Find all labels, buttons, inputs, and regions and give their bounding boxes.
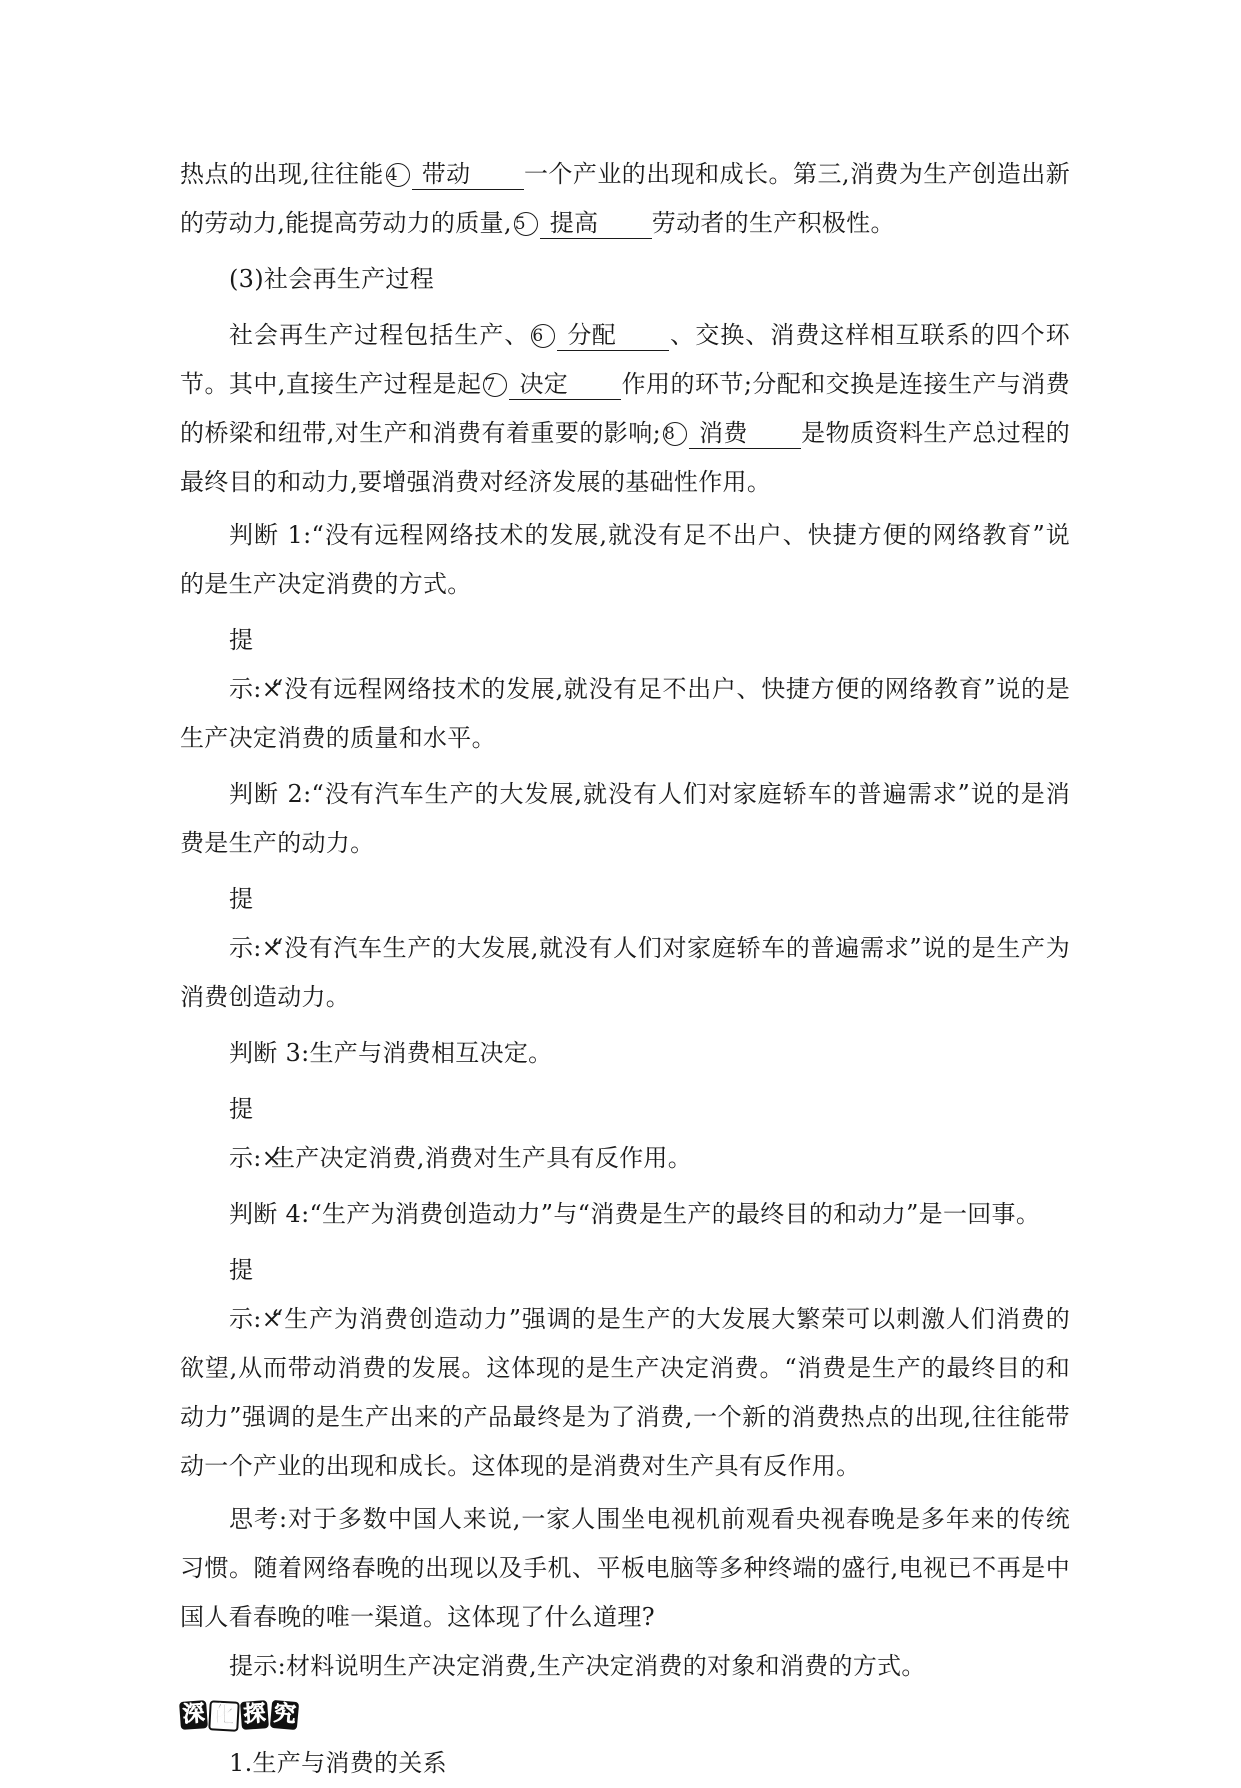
hint-4 bbox=[180, 1246, 1070, 1491]
hint-text: “没有远程网络技术的发展,就没有足不出户、快捷方便的网络教育”说的是生产决定消费的质量和水平。 bbox=[180, 675, 1070, 752]
judgment-4: 判断 4:“生产为消费创造动力”与“消费是生产的最终目的和动力”是一回事。 bbox=[229, 1200, 1041, 1228]
hint-text: “没有汽车生产的大发展,就没有人们对家庭轿车的普遍需求”说的是生产为消费创造动力。 bbox=[180, 934, 1070, 1011]
hint-label: 提示:× bbox=[229, 885, 283, 962]
fill-blank-8: 消费 bbox=[689, 418, 801, 449]
hint-label: 提示:× bbox=[229, 1256, 283, 1333]
text-run: 社会再生产过程包括生产、 bbox=[229, 321, 530, 349]
text-run: 是物质资料生产总过程的最终目的和动力,要增强消费对经济发展的基础性作用。 bbox=[180, 419, 1070, 496]
text-run: 作用的环节;分配和交换是连接生产与消费的桥梁和纽带,对生产和消费有着重要的影响; bbox=[180, 370, 1070, 447]
badge-char: 究 bbox=[269, 1700, 299, 1730]
hint-2 bbox=[180, 875, 1070, 1022]
hint-text: “生产为消费创造动力”强调的是生产的大发展大繁荣可以刺激人们消费的欲望,从而带动消费的发展。这体现的是生产决定消费。“消费是生产的最终目的和动力”强调的是生产出来的产品最终是为了消费,一个新的消费热点的出现,往往能带动一个产业的出现和成长。这体现的是消费对生产具有反作用。 bbox=[180, 1305, 1070, 1480]
think-hint: 提示:材料说明生产决定消费,生产决定消费的对象和消费的方式。 bbox=[229, 1652, 926, 1680]
hint-label: 提示:× bbox=[229, 1095, 283, 1172]
fill-blank-7: 决定 bbox=[509, 369, 621, 400]
hint-1 bbox=[180, 616, 1070, 763]
paragraph-social-reproduction bbox=[180, 311, 1070, 507]
document-body bbox=[180, 150, 1070, 1788]
text-run: 、交换、消费这样相互联系的四个环节。其中,直接生产过程是起 bbox=[180, 321, 1070, 398]
subheading-production-consumption: 1.生产与消费的关系 bbox=[229, 1749, 447, 1777]
judgment-2: 判断 2:“没有汽车生产的大发展,就没有人们对家庭轿车的普遍需求”说的是消费是生产的动力。 bbox=[180, 780, 1070, 857]
judgment-1: 判断 1:“没有远程网络技术的发展,就没有足不出户、快捷方便的网络教育”说的是生产决定消费的方式。 bbox=[180, 521, 1070, 598]
hint-label: 提示:× bbox=[229, 626, 283, 703]
fill-blank-6: 分配 bbox=[557, 320, 669, 351]
heading-social-reproduction: (3)社会再生产过程 bbox=[229, 265, 434, 293]
judgment-3: 判断 3:生产与消费相互决定。 bbox=[229, 1039, 553, 1067]
hint-text: 生产决定消费,消费对生产具有反作用。 bbox=[271, 1144, 693, 1172]
section-badge-deepen-explore bbox=[180, 1701, 298, 1731]
hint-3 bbox=[180, 1085, 1070, 1183]
badge-char: 化 bbox=[209, 1700, 240, 1732]
badge-char: 探 bbox=[240, 1700, 269, 1730]
circled-number-8: 8 bbox=[663, 422, 687, 446]
circled-number-7: 7 bbox=[483, 373, 507, 397]
circled-number-6: 6 bbox=[531, 324, 555, 348]
text-run: 热点的出现,往往能 bbox=[180, 160, 384, 188]
circled-number-5: 5 bbox=[514, 212, 538, 236]
think-question: 思考:对于多数中国人来说,一家人围坐电视机前观看央视春晚是多年来的传统习惯。随着网络春晚的出现以及手机、平板电脑等多种终端的盛行,电视已不再是中国人看春晚的唯一渠道。这体现了什么道理? bbox=[180, 1505, 1070, 1631]
circled-number-4: 4 bbox=[386, 163, 410, 187]
paragraph-consumption-effects bbox=[180, 150, 1070, 248]
badge-char: 深 bbox=[179, 1700, 208, 1730]
fill-blank-4: 带动 bbox=[412, 159, 524, 190]
text-run: 一个产业的出现和成长。第三,消费为生产创造出新的劳动力,能提高劳动力的质量, bbox=[180, 160, 1070, 237]
fill-blank-5: 提高 bbox=[540, 208, 652, 239]
text-run: 劳动者的生产积极性。 bbox=[651, 209, 895, 237]
